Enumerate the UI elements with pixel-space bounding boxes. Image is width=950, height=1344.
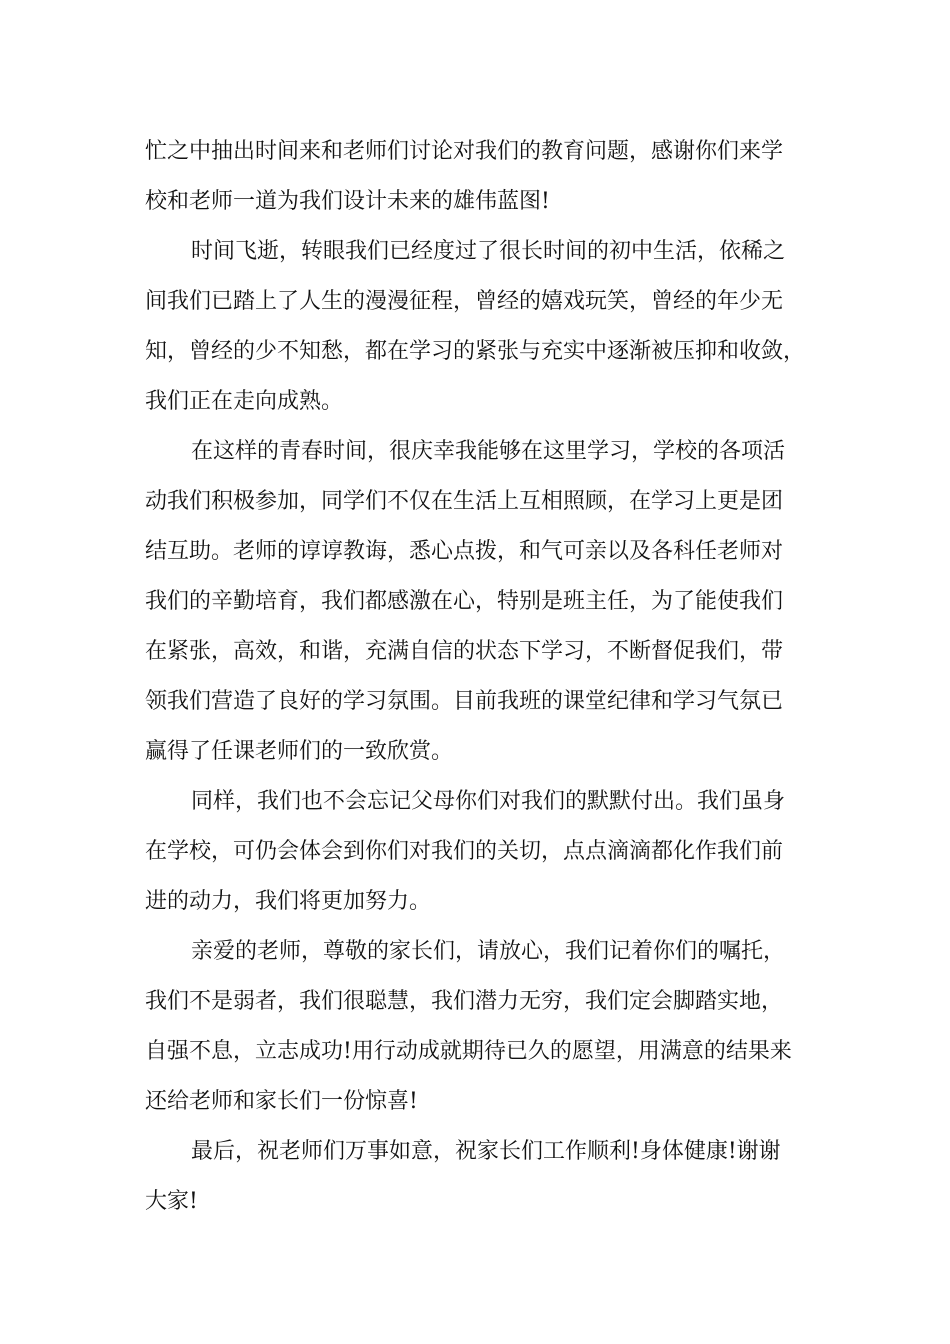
paragraph-start-line: 时间飞逝，转眼我们已经度过了很长时间的初中生活，依稀之 bbox=[191, 239, 786, 264]
text-line: 在学校，可仍会体会到你们对我们的关切，点点滴滴都化作我们前 bbox=[145, 839, 784, 864]
paragraph-start-line: 最后，祝老师们万事如意，祝家长们工作顺利!身体健康!谢谢 bbox=[191, 1139, 781, 1164]
text-line: 赢得了任课老师们的一致欣赏。 bbox=[145, 739, 454, 764]
paragraph-start-line: 亲爱的老师，尊敬的家长们，请放心，我们记着你们的嘱托， bbox=[191, 939, 786, 964]
text-line: 结互助。老师的谆谆教诲，悉心点拨，和气可亲以及各科任老师对 bbox=[145, 539, 784, 564]
paragraph-start-line: 同样，我们也不会忘记父母你们对我们的默默付出。我们虽身 bbox=[191, 789, 786, 814]
text-line: 自强不息，立志成功!用行动成就期待已久的愿望，用满意的结果来 bbox=[145, 1039, 792, 1064]
text-line: 知，曾经的少不知愁，都在学习的紧张与充实中逐渐被压抑和收敛， bbox=[145, 339, 806, 364]
text-line: 间我们已踏上了人生的漫漫征程，曾经的嬉戏玩笑，曾经的年少无 bbox=[145, 289, 784, 314]
text-line: 在紧张，高效，和谐，充满自信的状态下学习，不断督促我们，带 bbox=[145, 639, 784, 664]
text-line: 校和老师一道为我们设计未来的雄伟蓝图! bbox=[145, 189, 550, 214]
text-line: 还给老师和家长们一份惊喜! bbox=[145, 1089, 418, 1114]
text-line: 领我们营造了良好的学习氛围。目前我班的课堂纪律和学习气氛已 bbox=[145, 689, 784, 714]
text-line: 我们的辛勤培育，我们都感激在心，特别是班主任，为了能使我们 bbox=[145, 589, 784, 614]
paragraph-start-line: 在这样的青春时间，很庆幸我能够在这里学习，学校的各项活 bbox=[191, 439, 786, 464]
text-line: 忙之中抽出时间来和老师们讨论对我们的教育问题，感谢你们来学 bbox=[145, 139, 784, 164]
text-line: 动我们积极参加，同学们不仅在生活上互相照顾，在学习上更是团 bbox=[145, 489, 784, 514]
text-line: 我们正在走向成熟。 bbox=[145, 389, 344, 414]
text-line: 进的动力，我们将更加努力。 bbox=[145, 889, 432, 914]
text-line: 大家! bbox=[145, 1189, 198, 1214]
text-line: 我们不是弱者，我们很聪慧，我们潜力无穷，我们定会脚踏实地， bbox=[145, 989, 784, 1014]
